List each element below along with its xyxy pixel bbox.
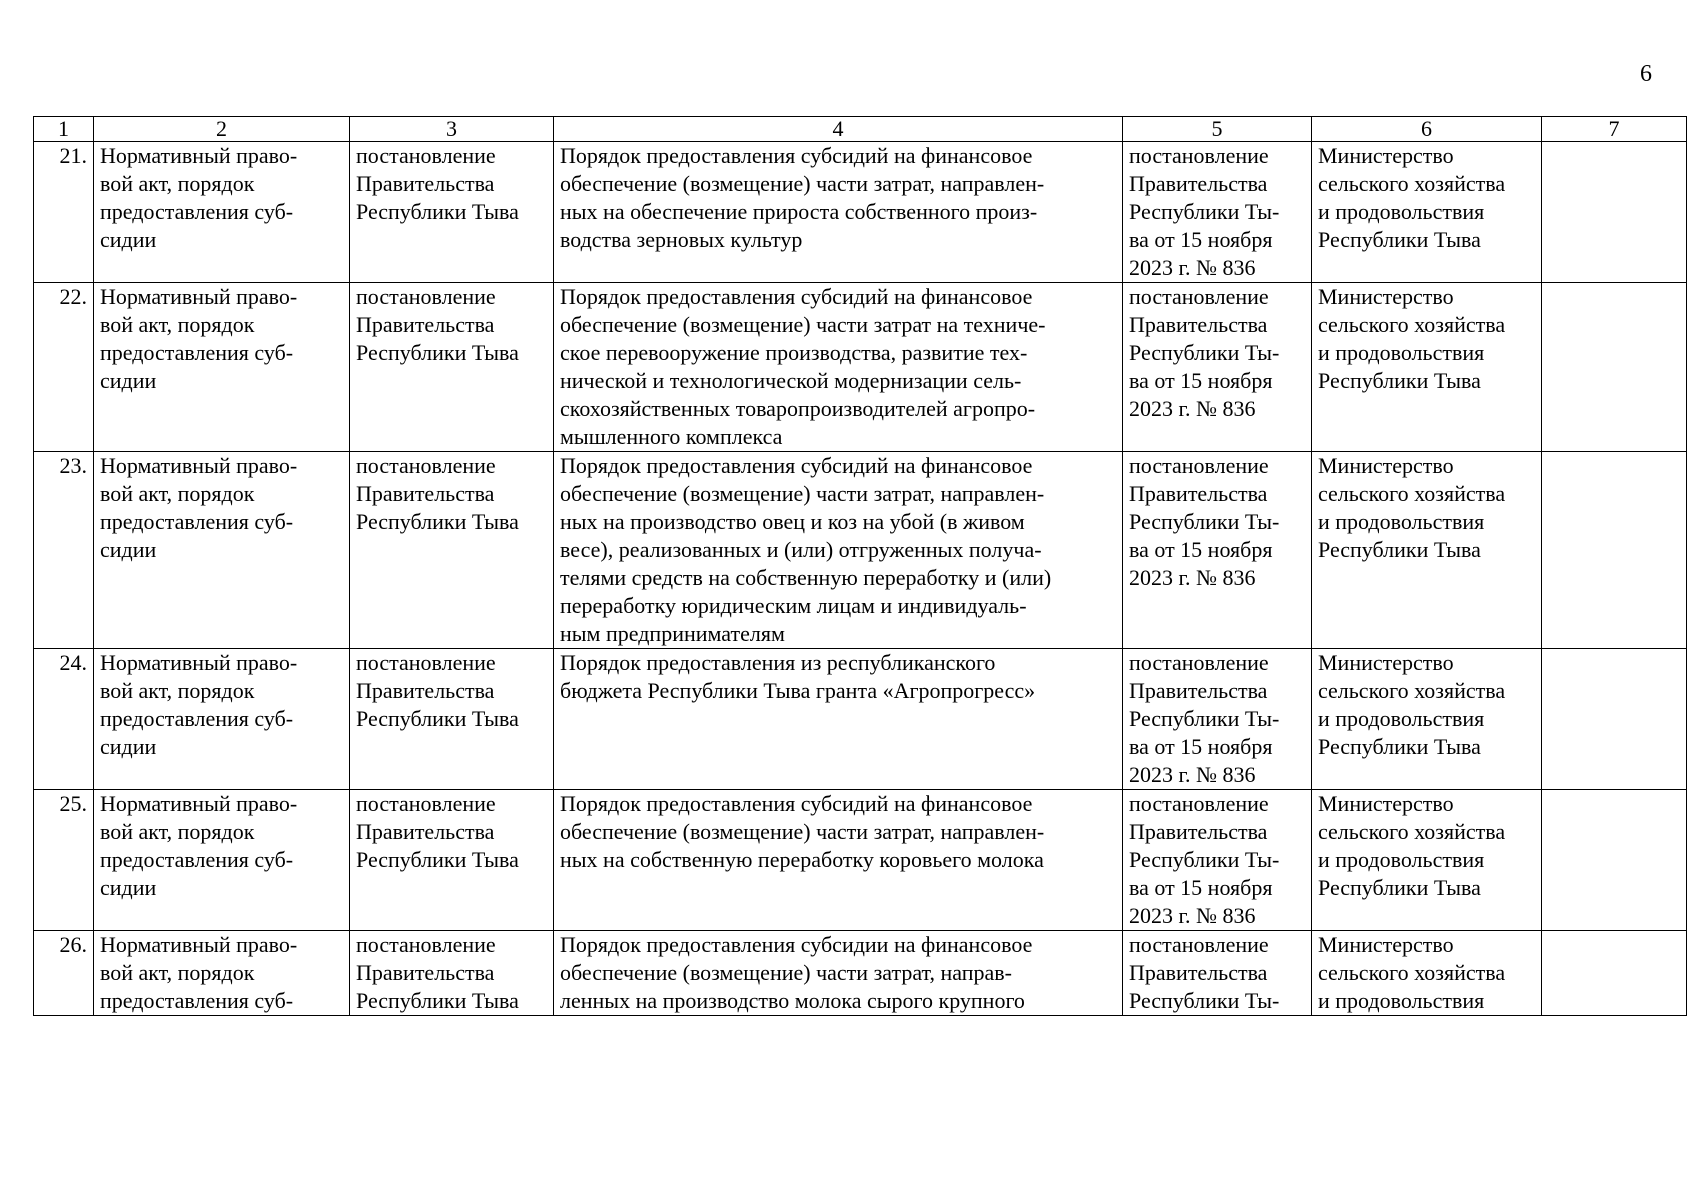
- row-number: 22.: [34, 283, 94, 452]
- page-number: 6: [1640, 61, 1652, 87]
- document-type: Нормативный право- вой акт, порядок предоставления суб- сидии: [94, 790, 350, 931]
- document-type: Нормативный право- вой акт, порядок предоставления суб- сидии: [94, 452, 350, 649]
- document-type: Нормативный право- вой акт, порядок предоставления суб- сидии: [94, 649, 350, 790]
- act-reference: постановление Правительства Республики Ты- ва от 15 ноября 2023 г. № 836: [1123, 142, 1312, 283]
- row-number: 24.: [34, 649, 94, 790]
- header-cell-7: 7: [1542, 117, 1687, 142]
- document-type: Нормативный право- вой акт, порядок предоставления суб- сидии: [94, 283, 350, 452]
- note-cell: [1542, 142, 1687, 283]
- act-reference: постановление Правительства Республики Ты- ва от 15 ноября 2023 г. № 836: [1123, 649, 1312, 790]
- act-form: постановление Правительства Республики Тыва: [350, 649, 554, 790]
- act-form: постановление Правительства Республики Тыва: [350, 283, 554, 452]
- table-row: [34, 790, 1687, 931]
- row-number: 21.: [34, 142, 94, 283]
- table-row: [34, 931, 1687, 1016]
- table-row: [34, 142, 1687, 283]
- row-number: 25.: [34, 790, 94, 931]
- note-cell: [1542, 790, 1687, 931]
- header-cell-3: 3: [350, 117, 554, 142]
- table-row: [34, 649, 1687, 790]
- document-type: Нормативный право- вой акт, порядок предоставления суб-: [94, 931, 350, 1016]
- act-title: Порядок предоставления субсидий на финансовое обеспечение (возмещение) части затрат на техниче- ское перевооружение производства, развитие тех- нической и технологической модернизации сель- скохозяйственных товаропроизводителей агропро- мышленного комплекса: [554, 283, 1123, 452]
- act-reference: постановление Правительства Республики Ты- ва от 15 ноября 2023 г. № 836: [1123, 790, 1312, 931]
- act-form: постановление Правительства Республики Тыва: [350, 931, 554, 1016]
- row-number: 23.: [34, 452, 94, 649]
- table-row: [34, 452, 1687, 649]
- note-cell: [1542, 649, 1687, 790]
- act-title: Порядок предоставления субсидий на финансовое обеспечение (возмещение) части затрат, направлен- ных на обеспечение прироста собственного произ- водства зерновых культур: [554, 142, 1123, 283]
- responsible-body: Министерство сельского хозяйства и продовольствия Республики Тыва: [1312, 790, 1542, 931]
- header-cell-2: 2: [94, 117, 350, 142]
- header-cell-1: 1: [34, 117, 94, 142]
- document-type: Нормативный право- вой акт, порядок предоставления суб- сидии: [94, 142, 350, 283]
- act-form: постановление Правительства Республики Тыва: [350, 142, 554, 283]
- responsible-body: Министерство сельского хозяйства и продовольствия Республики Тыва: [1312, 452, 1542, 649]
- responsible-body: Министерство сельского хозяйства и продовольствия Республики Тыва: [1312, 283, 1542, 452]
- row-number: 26.: [34, 931, 94, 1016]
- table-row: [34, 283, 1687, 452]
- header-cell-5: 5: [1123, 117, 1312, 142]
- header-cell-6: 6: [1312, 117, 1542, 142]
- act-title: Порядок предоставления субсидий на финансовое обеспечение (возмещение) части затрат, направлен- ных на производство овец и коз на убой (в живом весе), реализованных и (или) отгруженных получа- телями средств на собственную переработку и (или) переработку юридическим лицам и индивидуаль- ным предпринимателям: [554, 452, 1123, 649]
- header-cell-4: 4: [554, 117, 1123, 142]
- act-form: постановление Правительства Республики Тыва: [350, 790, 554, 931]
- regulations-table: [33, 116, 1687, 1016]
- act-reference: постановление Правительства Республики Ты-: [1123, 931, 1312, 1016]
- note-cell: [1542, 452, 1687, 649]
- header-row: [34, 117, 1687, 142]
- act-reference: постановление Правительства Республики Ты- ва от 15 ноября 2023 г. № 836: [1123, 283, 1312, 452]
- act-reference: постановление Правительства Республики Ты- ва от 15 ноября 2023 г. № 836: [1123, 452, 1312, 649]
- act-title: Порядок предоставления субсидии на финансовое обеспечение (возмещение) части затрат, направ- ленных на производство молока сырого крупного: [554, 931, 1123, 1016]
- responsible-body: Министерство сельского хозяйства и продовольствия Республики Тыва: [1312, 142, 1542, 283]
- act-title: Порядок предоставления из республиканского бюджета Республики Тыва гранта «Агропрогресс»: [554, 649, 1123, 790]
- responsible-body: Министерство сельского хозяйства и продовольствия Республики Тыва: [1312, 649, 1542, 790]
- note-cell: [1542, 931, 1687, 1016]
- note-cell: [1542, 283, 1687, 452]
- responsible-body: Министерство сельского хозяйства и продовольствия: [1312, 931, 1542, 1016]
- act-form: постановление Правительства Республики Тыва: [350, 452, 554, 649]
- act-title: Порядок предоставления субсидий на финансовое обеспечение (возмещение) части затрат, направлен- ных на собственную переработку коровьего молока: [554, 790, 1123, 931]
